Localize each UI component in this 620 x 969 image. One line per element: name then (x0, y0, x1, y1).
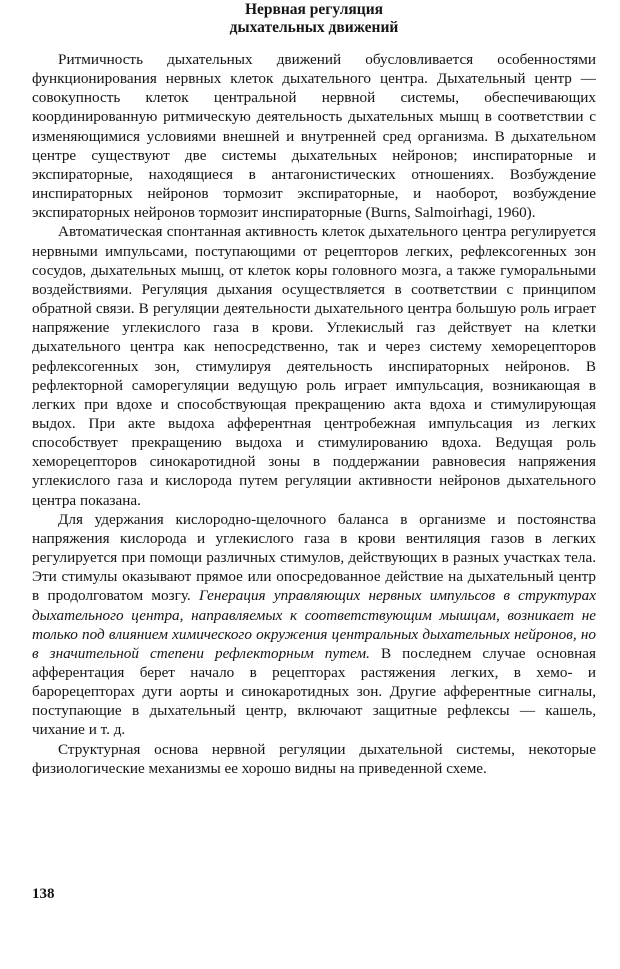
paragraph-4: Структурная основа нервной регуляции дыхательной системы, некоторые физиологические механизмы ее хорошо видны на приведенной схеме. (32, 740, 596, 777)
section-title-line-1: Нервная регуляция (244, 1, 384, 18)
paragraph-3 (32, 510, 596, 740)
section-title (32, 1, 596, 37)
paragraph-1: Ритмичность дыхательных движений обусловливается особенностями функционирования нервных клеток дыхательного центра. Дыхательный центр — совокупность клеток центральной нервной системы, обеспечивающих координированную ритмическую деятельность дыхательных мышц в соответствии с изменяющимися условиями внешней и внутренней сред организма. В дыхательном центре существуют две системы дыхательных нейронов; инспираторные и экспираторные, находящиеся в антагонистических отношениях. Возбуждение инспираторных нейронов тормозит экспираторные, и наоборот, возбуждение экспираторных нейронов тормозит инспираторные (Burns, Salmoirhagi, 1960). (32, 51, 596, 222)
paragraph-3-tail: В последнем случае основная афферентация берет начало в рецепторах растяжения легких, в хемо- и барорецепторах дуги аорты и синокаротидных зон. Другие афферентные сигналы, поступающие в дыхательный центр, включают защитные рефлексы — кашель, чихание и т. д. (32, 644, 596, 739)
book-page (32, 0, 596, 902)
paragraph-3-italic: Генерация управляющих нервных импульсов в структурах дыхательного центра, направляемых к соответствующим мышцам, возникает не только под влиянием химического окружения центральных дыхательных нейронов, но в значительной степени рефлекторным путем. (32, 587, 596, 662)
paragraph-2: Автоматическая спонтанная активность клеток дыхательного центра регулируется нервными импульсами, поступающими от рецепторов легких, рефлексогенных зон сосудов, дыхательных мышц, от клеток коры головного мозга, а также гуморальными воздействиями. Регуляция дыхания осуществляется в соответствии с принципом обратной связи. В регуляции деятельности дыхательного центра большую роль играет напряжение углекислого газа в крови. Углекислый газ действует на клетки дыхательного центра как непосредственно, так и через систему хеморецепторов рефлексогенных зон, стимулируя деятельность инспираторных нейронов. В рефлекторной саморегуляции ведущую роль играет импульсация, возникающая в легких при вдохе и способствующая прекращению акта вдоха и стимулирующая выдох. При акте выдоха афферентная центробежная импульсация из легких способствует прекращению выдоха и стимулированию вдоха. Ведущая роль хеморецепторов синокаротидной зоны в поддержании равновесия напряжения углекислого газа и кислорода путем регуляции активности нейронов дыхательного центра показана. (32, 223, 596, 509)
page-number: 138 (32, 886, 55, 902)
paragraph-3-lead: Для удержания кислородно-щелочного баланса в организме и постоянства напряжения кислорода и углекислого газа в крови вентиляция газов в легких регулируется при помощи различных стимулов, действующих в разных участках тела. Эти стимулы оказывают прямое или опосредованное действие на дыхательный центр в продолговатом мозгу. (32, 510, 596, 605)
section-title-line-2: дыхательных движений (229, 19, 399, 36)
